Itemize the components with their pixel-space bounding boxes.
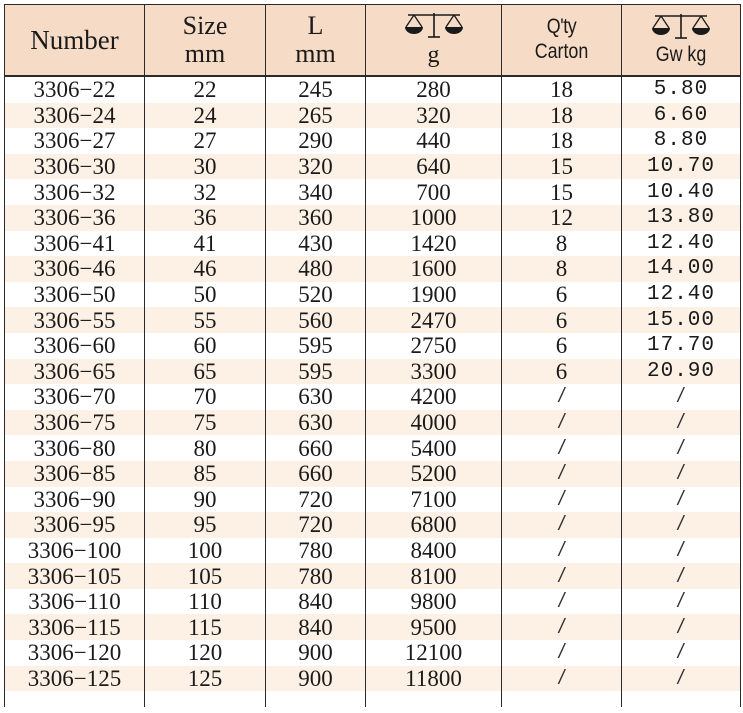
cell-size: 22	[145, 76, 266, 103]
header-size	[145, 5, 266, 77]
cell-qty: /	[502, 461, 622, 487]
cell-weight: 7100	[366, 487, 502, 513]
table-row	[5, 666, 741, 692]
cell-weight: 5400	[366, 435, 502, 461]
cell-weight: 440	[366, 128, 502, 154]
cell-qty: 6	[502, 282, 622, 308]
table-row	[5, 461, 741, 487]
cell-length: 780	[266, 538, 366, 564]
cell-length: 360	[266, 205, 366, 231]
cell-qty: 12	[502, 205, 622, 231]
cell-size: 120	[145, 640, 266, 666]
cell-weight: 640	[366, 154, 502, 180]
cell-size: 41	[145, 231, 266, 257]
cell-weight: 11800	[366, 666, 502, 692]
cell-number: 3306−30	[5, 154, 145, 180]
cell-length: 840	[266, 614, 366, 640]
cell-gw: 8.80	[622, 128, 741, 154]
cell-weight: 8100	[366, 563, 502, 589]
cell-length: 520	[266, 282, 366, 308]
cell-gw: /	[622, 563, 741, 589]
cell-length: 720	[266, 487, 366, 513]
cell-number: 3306−125	[5, 666, 145, 692]
cell-length: 595	[266, 359, 366, 385]
cell-weight: 12100	[366, 640, 502, 666]
cell-weight: 320	[366, 103, 502, 129]
cell-length: 660	[266, 435, 366, 461]
cell-size: 80	[145, 435, 266, 461]
cell-qty: /	[502, 487, 622, 513]
cell-qty: 18	[502, 76, 622, 103]
cell-gw: 10.70	[622, 154, 741, 180]
cell-length: 780	[266, 563, 366, 589]
cell-number: 3306−105	[5, 563, 145, 589]
table-row	[5, 640, 741, 666]
cell-size: 32	[145, 179, 266, 205]
cell-number: 3306−75	[5, 410, 145, 436]
cell-number: 3306−90	[5, 487, 145, 513]
cell-gw: /	[622, 410, 741, 436]
cell-length: 245	[266, 76, 366, 103]
cell-length: 265	[266, 103, 366, 129]
cell-qty: /	[502, 614, 622, 640]
cell-number: 3306−65	[5, 359, 145, 385]
cell-qty: /	[502, 410, 622, 436]
cell-length: 595	[266, 333, 366, 359]
cell-number: 3306−24	[5, 103, 145, 129]
table-row	[5, 359, 741, 385]
cell-qty: /	[502, 512, 622, 538]
cell-size: 70	[145, 384, 266, 410]
table-row	[5, 614, 741, 640]
header-qty-carton: Carton	[534, 40, 589, 63]
cell-number: 3306−46	[5, 256, 145, 282]
cell-size: 60	[145, 333, 266, 359]
cell-number: 3306−41	[5, 231, 145, 257]
cell-gw: 12.40	[622, 231, 741, 257]
cell-qty: /	[502, 435, 622, 461]
cell-length: 480	[266, 256, 366, 282]
header-number-label: Number	[30, 24, 119, 55]
cell-number: 3306−110	[5, 589, 145, 615]
table-row	[5, 128, 741, 154]
cell-size: 95	[145, 512, 266, 538]
cell-qty: 18	[502, 103, 622, 129]
cell-gw: 12.40	[622, 282, 741, 308]
table-row	[5, 282, 741, 308]
cell-qty: /	[502, 384, 622, 410]
cell-number: 3306−70	[5, 384, 145, 410]
table-row	[5, 410, 741, 436]
cell-gw: 13.80	[622, 205, 741, 231]
cell-gw: 10.40	[622, 179, 741, 205]
scale-icon	[649, 12, 713, 42]
table-row	[5, 103, 741, 129]
header-length	[266, 5, 366, 77]
cell-length: 900	[266, 666, 366, 692]
table-row	[5, 205, 741, 231]
cell-size: 125	[145, 666, 266, 692]
cell-weight: 5200	[366, 461, 502, 487]
cell-length: 630	[266, 384, 366, 410]
table-row	[5, 538, 741, 564]
cell-size: 110	[145, 589, 266, 615]
cell-qty: /	[502, 666, 622, 692]
cell-weight: 9500	[366, 614, 502, 640]
cell-gw: /	[622, 589, 741, 615]
cell-number: 3306−80	[5, 435, 145, 461]
table-row	[5, 231, 741, 257]
table-row	[5, 435, 741, 461]
cell-length: 320	[266, 154, 366, 180]
cell-weight: 280	[366, 76, 502, 103]
header-qty-label: Q'ty	[546, 15, 577, 38]
cell-qty: /	[502, 538, 622, 564]
cell-qty: 8	[502, 256, 622, 282]
cell-size: 90	[145, 487, 266, 513]
cell-length: 340	[266, 179, 366, 205]
cell-qty: /	[502, 589, 622, 615]
cell-length: 720	[266, 512, 366, 538]
scale-icon	[402, 11, 466, 41]
cell-size: 50	[145, 282, 266, 308]
cell-gw: /	[622, 487, 741, 513]
cell-number: 3306−85	[5, 461, 145, 487]
cell-size: 27	[145, 128, 266, 154]
cell-size: 105	[145, 563, 266, 589]
cell-length: 560	[266, 307, 366, 333]
cell-weight: 700	[366, 179, 502, 205]
cell-size: 85	[145, 461, 266, 487]
cell-gw: 20.90	[622, 359, 741, 385]
table-row	[5, 589, 741, 615]
cell-qty: /	[502, 563, 622, 589]
header-qty	[502, 5, 622, 77]
cell-gw: /	[622, 614, 741, 640]
cell-size: 24	[145, 103, 266, 129]
header-length-label: L	[307, 11, 324, 40]
cell-size: 36	[145, 205, 266, 231]
table-body	[5, 76, 741, 707]
header-weight	[366, 5, 502, 77]
header-size-unit: mm	[184, 39, 226, 68]
cell-number: 3306−50	[5, 282, 145, 308]
cell-qty: 6	[502, 333, 622, 359]
table-row	[5, 256, 741, 282]
header-row	[5, 5, 741, 77]
cell-gw: 15.00	[622, 307, 741, 333]
cell-gw: /	[622, 384, 741, 410]
cell-gw: 6.60	[622, 103, 741, 129]
cell-size: 100	[145, 538, 266, 564]
cell-length: 290	[266, 128, 366, 154]
cell-number: 3306−36	[5, 205, 145, 231]
cell-length: 430	[266, 231, 366, 257]
cell-weight: 9800	[366, 589, 502, 615]
cell-length: 630	[266, 410, 366, 436]
cell-weight: 8400	[366, 538, 502, 564]
header-length-unit: mm	[295, 39, 336, 68]
table-row	[5, 179, 741, 205]
table-row	[5, 487, 741, 513]
cell-qty: 8	[502, 231, 622, 257]
header-number	[5, 5, 145, 77]
table-row	[5, 333, 741, 359]
cell-number: 3306−32	[5, 179, 145, 205]
header-size-label: Size	[182, 11, 228, 40]
cell-length: 660	[266, 461, 366, 487]
table-row	[5, 384, 741, 410]
table-row	[5, 76, 741, 103]
cell-qty: 6	[502, 359, 622, 385]
cell-gw: /	[622, 461, 741, 487]
cell-weight: 1420	[366, 231, 502, 257]
cell-gw: /	[622, 512, 741, 538]
table-row	[5, 154, 741, 180]
cell-qty: 6	[502, 307, 622, 333]
cell-gw: /	[622, 640, 741, 666]
cell-qty: /	[502, 640, 622, 666]
cell-number: 3306−115	[5, 614, 145, 640]
cell-number: 3306−120	[5, 640, 145, 666]
table-row	[5, 563, 741, 589]
cell-gw: /	[622, 666, 741, 692]
table-spacer-row	[5, 691, 741, 707]
cell-size: 75	[145, 410, 266, 436]
cell-weight: 6800	[366, 512, 502, 538]
cell-qty: 15	[502, 179, 622, 205]
cell-length: 840	[266, 589, 366, 615]
cell-gw: 14.00	[622, 256, 741, 282]
cell-qty: 15	[502, 154, 622, 180]
cell-number: 3306−22	[5, 76, 145, 103]
cell-weight: 1000	[366, 205, 502, 231]
cell-weight: 2750	[366, 333, 502, 359]
cell-gw: 17.70	[622, 333, 741, 359]
cell-size: 46	[145, 256, 266, 282]
table-row	[5, 307, 741, 333]
cell-size: 55	[145, 307, 266, 333]
cell-number: 3306−60	[5, 333, 145, 359]
cell-size: 65	[145, 359, 266, 385]
spec-table	[4, 4, 741, 707]
cell-weight: 1600	[366, 256, 502, 282]
cell-weight: 4200	[366, 384, 502, 410]
table-row	[5, 512, 741, 538]
cell-weight: 2470	[366, 307, 502, 333]
cell-number: 3306−95	[5, 512, 145, 538]
cell-length: 900	[266, 640, 366, 666]
cell-number: 3306−100	[5, 538, 145, 564]
cell-size: 30	[145, 154, 266, 180]
cell-gw: /	[622, 538, 741, 564]
cell-size: 115	[145, 614, 266, 640]
cell-qty: 18	[502, 128, 622, 154]
header-gw	[622, 5, 741, 77]
cell-weight: 4000	[366, 410, 502, 436]
header-gw-unit: Gw kg	[655, 43, 707, 66]
table-header	[5, 5, 741, 77]
cell-gw: 5.80	[622, 76, 741, 103]
cell-weight: 3300	[366, 359, 502, 385]
cell-weight: 1900	[366, 282, 502, 308]
cell-number: 3306−27	[5, 128, 145, 154]
cell-gw: /	[622, 435, 741, 461]
cell-number: 3306−55	[5, 307, 145, 333]
header-weight-unit: g	[427, 42, 440, 68]
